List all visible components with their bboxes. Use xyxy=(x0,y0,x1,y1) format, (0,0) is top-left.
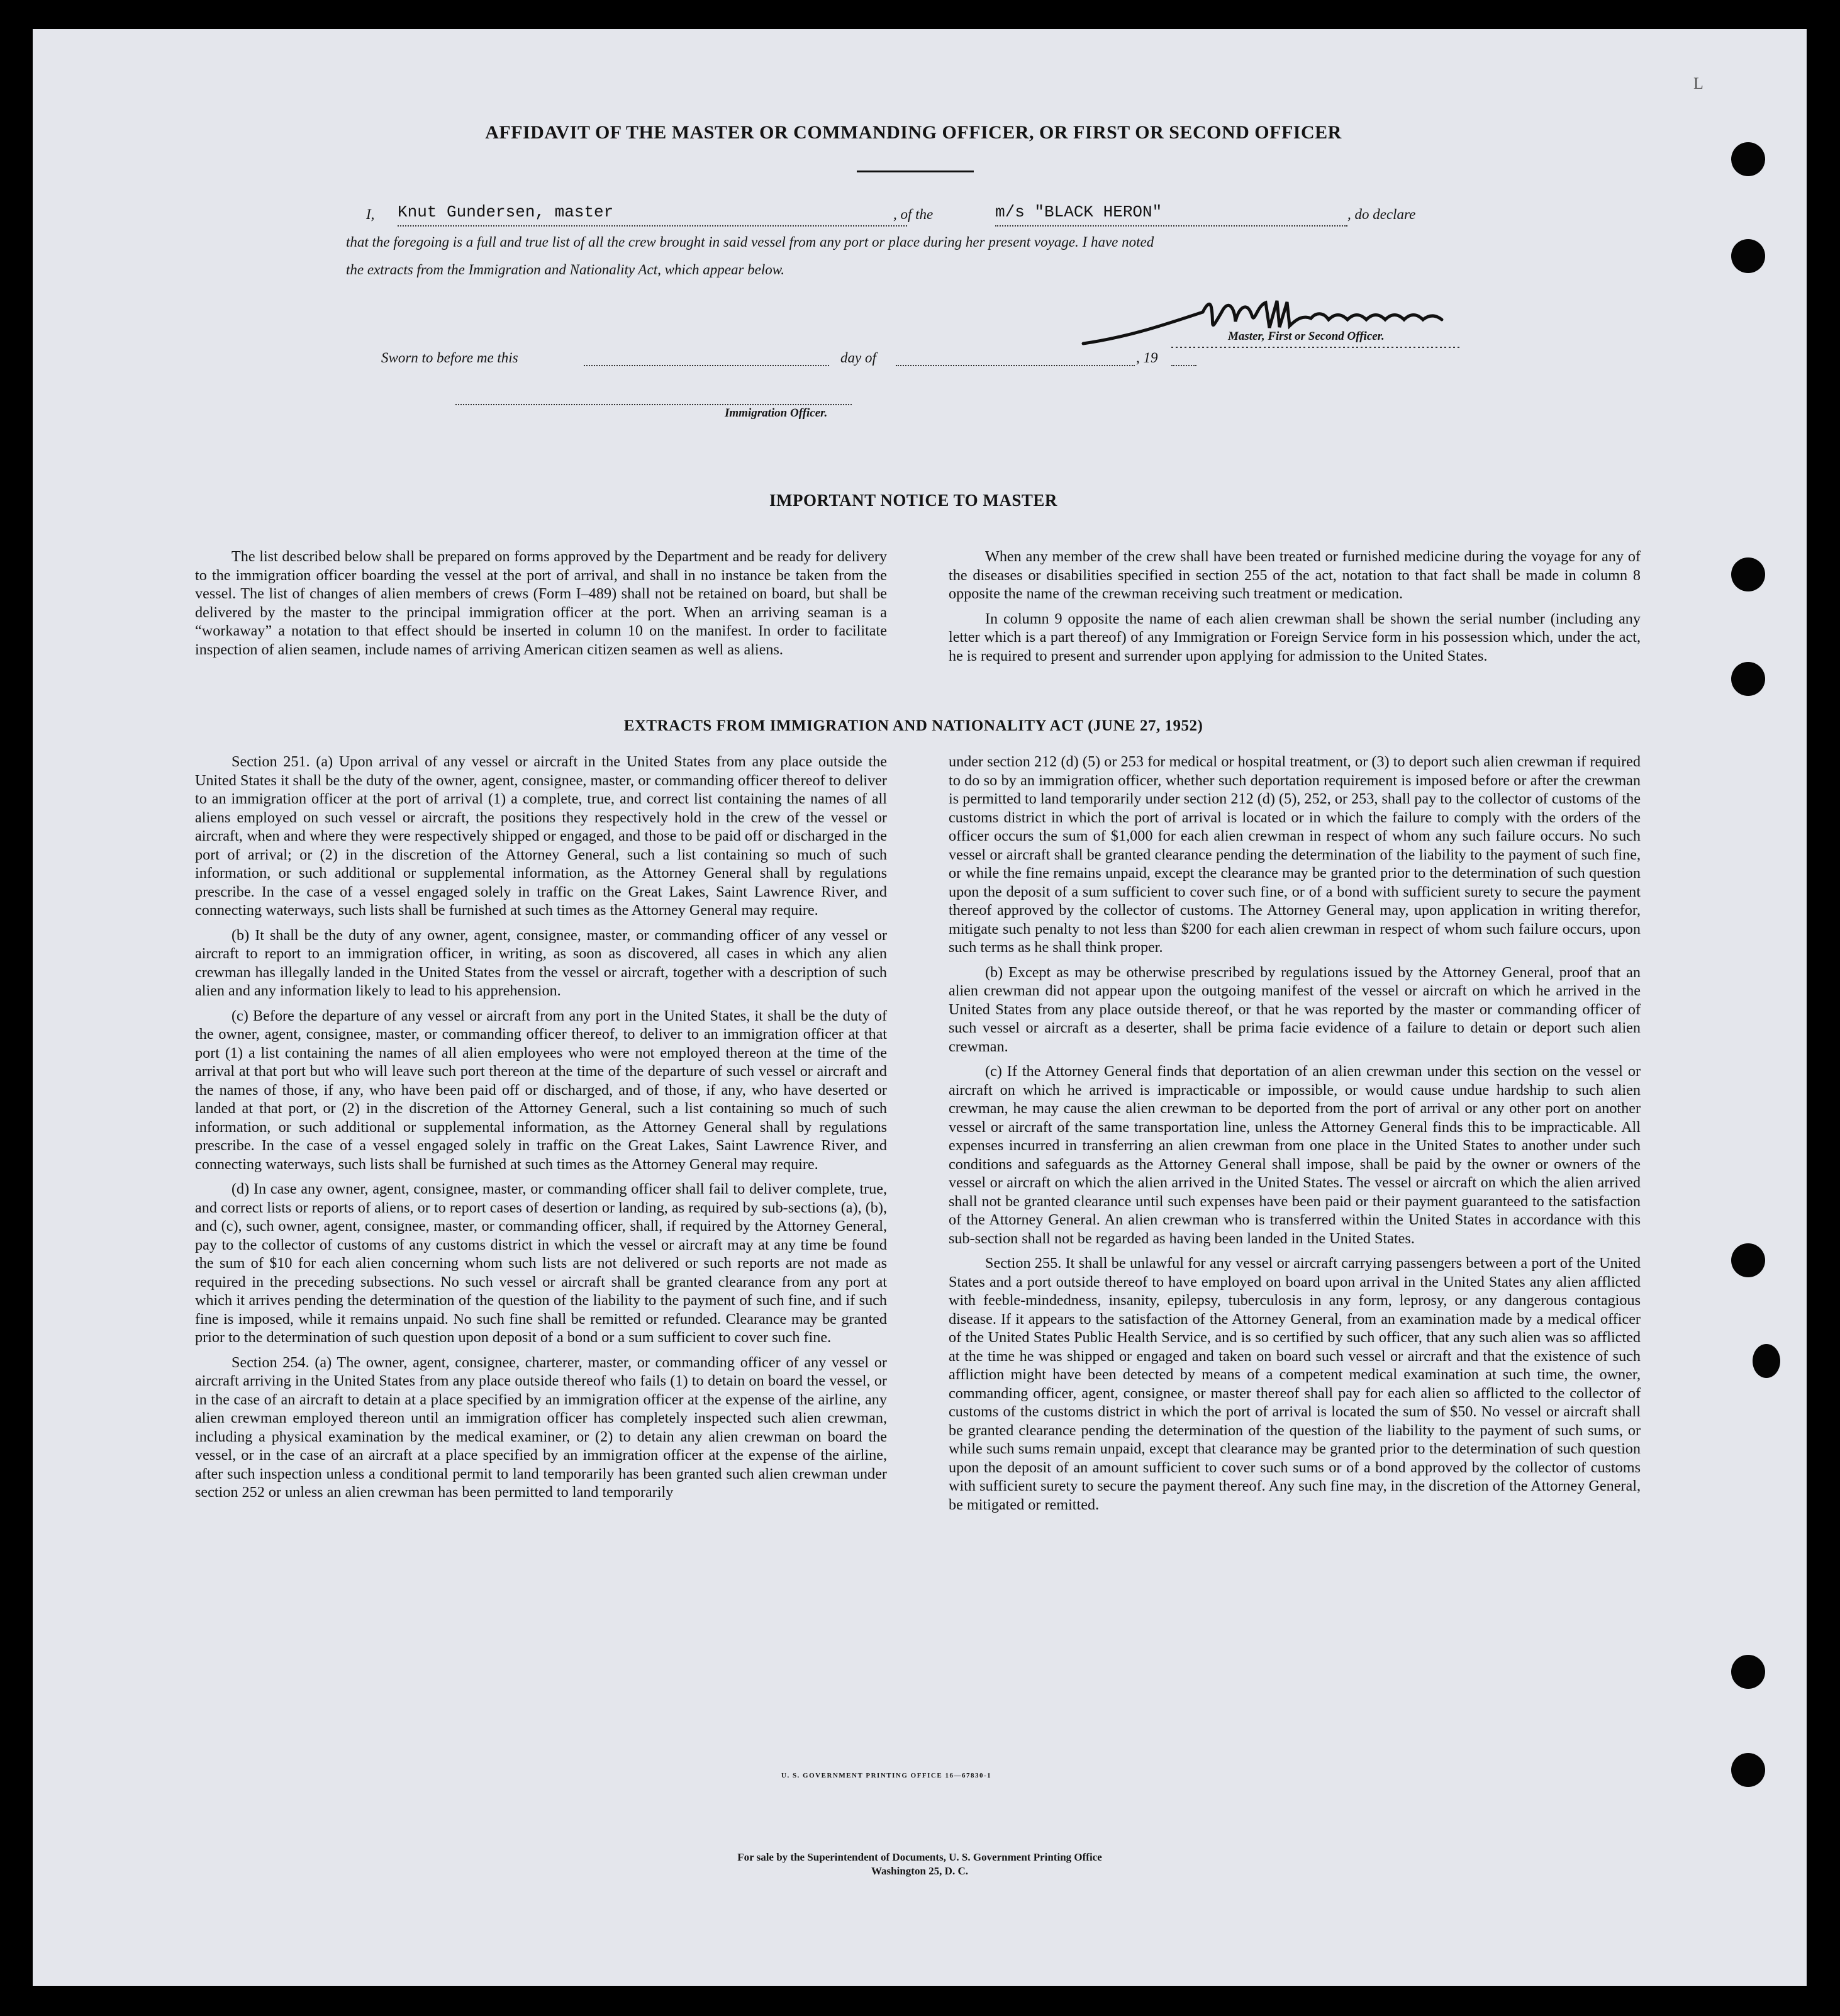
declaration-line-1 xyxy=(366,203,1524,223)
act-paragraph: (c) Before the departure of any vessel or aircraft from any port in the United States, it shall be the duty of the owner, agent, consignee, master, or commanding officer thereof, to deliver to an immigration officer at that port (1) a list containing the names of all alien employees who were not employed thereon at the time of the arrival at that port but who will leave such port thereon at the time of the departure of such vessel or aircraft and the names of those, if any, who have been paid off or discharged, and of those, if any, who have deserted or landed at that port, or (2) in the discretion of the Attorney General, such a list containing so much of such information, or such additional or supplemental information, as the Attorney General shall by regulations prescribe. In the case of a vessel engaged solely in traffic on the Great Lakes, Saint Lawrence River, and connecting waterways, such lists shall be furnished at such times as the Attorney General may require. xyxy=(195,1007,887,1173)
notice-left-column xyxy=(195,547,887,665)
affidavit-title: AFFIDAVIT OF THE MASTER OR COMMANDING OFFICER, OR FIRST OR SECOND OFFICER xyxy=(485,122,1342,143)
sworn-year-line[interactable] xyxy=(1171,365,1196,366)
sworn-month-line[interactable] xyxy=(896,365,1135,366)
punch-hole xyxy=(1731,1753,1765,1787)
document-page xyxy=(33,29,1807,1986)
do-declare-label: , do declare xyxy=(1347,206,1416,222)
extracts-heading: EXTRACTS FROM IMMIGRATION AND NATIONALITY ACT (JUNE 27, 1952) xyxy=(623,717,1203,734)
gpo-imprint: U. S. GOVERNMENT PRINTING OFFICE 16—67830-1 xyxy=(781,1772,992,1779)
signature-caption: Master, First or Second Officer. xyxy=(1228,330,1385,343)
act-paragraph: Section 251. (a) Upon arrival of any vessel or aircraft in the United States from any place outside the United States it shall be the duty of the owner, agent, consignee, master, or commanding officer thereof to deliver to an immigration officer at the port of arrival (1) a complete, true, and correct list containing the names of all aliens employed on such vessel or aircraft, the positions they respectively hold in the crew of the vessel or aircraft, when and where they were respectively shipped or engaged, and those to be paid off or discharged in the port of arrival; or (2) in the discretion of the Attorney General, such a list containing so much of such information, or such additional or supplemental information, as the Attorney General shall by regulations prescribe. In the case of a vessel engaged solely in traffic on the Great Lakes, Saint Lawrence River, and connecting waterways, such lists shall be furnished at such times as the Attorney General may require. xyxy=(195,753,887,919)
act-paragraph: Section 254. (a) The owner, agent, consignee, charterer, master, or commanding officer of any vessel or aircraft arriving in the United States from any place outside thereof who fails (1) to detain on board the vessel, or in the case of an aircraft to detain at a place specified by an immigration officer at the expense of the airline, any alien crewman employed thereon until an immigration officer has completely inspected such alien crewman, including a physical examination by the medical examiner, or (2) to detain any alien crewman on board the vessel, or in the case of an aircraft at a place specified by an immigration officer at the expense of the airline, after such inspection unless a conditional permit to land temporarily has been granted such alien crewman under section 252 or unless an alien crewman has been permitted to land temporarily xyxy=(195,1353,887,1501)
notice-paragraph: When any member of the crew shall have been treated or furnished medicine during the voyage for any of the diseases or disabilities specified in section 255 of the act, notation to that fact shall be made in column 8 opposite the name of the crewman receiving such treatment or medication. xyxy=(949,548,1641,602)
day-of-label: day of xyxy=(840,350,876,366)
sworn-day-line[interactable] xyxy=(584,365,829,366)
act-paragraph: Section 255. It shall be unlawful for any vessel or aircraft carrying passengers between a port of the United States and a port outside thereof to have employed on board upon arrival in the United States any alien afflicted with feeble-mindedness, insanity, epilepsy, tuberculosis in any form, leprosy, or any dangerous contagious disease. If it appears to the satisfaction of the Attorney General, from an examination made by a medical officer of the United States Public Health Service, and is so certified by such officer, that any such alien was so afflicted at the time he was shipped or engaged and taken on board such vessel or aircraft and that the existence of such affliction might have been detected by means of a competent medical examination at such time, the owner, commanding officer, agent, consignee, or master thereof shall pay for each alien so afflicted to the collector of customs of the customs district in which the port of arrival is located the sum of $50. No vessel or aircraft shall be granted clearance pending the determination of the question of the liability to the payment of such sums, or while such sums remain unpaid, except that clearance may be granted prior to the determination of such question upon the deposit of an amount sufficient to cover such sums or of a bond approved by the collector of customs with sufficient surety to secure the payment thereof. Any such fine may, in the discretion of the Attorney General, be mitigated or remitted. xyxy=(949,1255,1641,1513)
vessel-name-field[interactable]: m/s "BLACK HERON" xyxy=(995,203,1163,221)
notice-paragraph: The list described below shall be prepared on forms approved by the Department and be ready for delivery to the immigration officer boarding the vessel at the port of arrival, and shall in no instance be taken from the vessel. The list of changes of alien members of crews (Form I–489) shall not be retained on board, but shall be delivered by the master to the principal immigration officer at the port. When an arriving seaman is a “workaway” a notation to that effect should be inserted in column 10 on the manifest. In order to facilitate inspection of alien seamen, include names of arriving American citizen seamen as well as aliens. xyxy=(195,548,887,658)
master-name-line xyxy=(398,225,907,227)
footer-line-1: For sale by the Superintendent of Documents, U. S. Government Printing Office xyxy=(737,1851,1102,1863)
notice-paragraph: In column 9 opposite the name of each alien crewman shall be shown the serial number (including any letter which is a part thereof) of any Immigration or Foreign Service form in his possession which, under the act, he is required to present and surrender upon applying for admission to the United States. xyxy=(949,610,1641,664)
act-paragraph: (b) Except as may be otherwise prescribed by regulations issued by the Attorney General, proof that an alien crewman did not appear upon the outgoing manifest of the vessel or aircraft on which he arrived in the United States from any place outside thereof, or that he was reported by the master or commanding officer of such vessel or aircraft as a deserter, shall be prima facie evidence of a failure to detain or deport such alien crewman. xyxy=(949,963,1641,1055)
punch-hole xyxy=(1731,239,1765,273)
immigration-officer-caption: Immigration Officer. xyxy=(725,406,828,420)
notice-heading: IMPORTANT NOTICE TO MASTER xyxy=(769,491,1057,510)
year-label: , 19 xyxy=(1136,350,1158,366)
i-label: I, xyxy=(366,206,375,222)
act-paragraph: (b) It shall be the duty of any owner, agent, consignee, master, or commanding officer of any vessel or aircraft to report to an immigration officer, in writing, as soon as discovered, all cases in which any alien crewman has illegally landed in the United States from the vessel or aircraft, together with a description of such alien and any information likely to lead to his apprehension. xyxy=(195,926,887,999)
punch-hole xyxy=(1731,1655,1765,1689)
punch-hole xyxy=(1731,142,1765,176)
immigration-officer-line[interactable] xyxy=(455,404,852,405)
corner-mark: L xyxy=(1693,74,1703,92)
title-underline xyxy=(857,171,974,172)
punch-hole xyxy=(1731,557,1765,591)
of-the-label: , of the xyxy=(893,206,934,222)
declaration-line-2: that the foregoing is a full and true list of all the crew brought in said vessel from any port or place during her present voyage. I have noted xyxy=(346,234,1154,250)
vessel-name-line xyxy=(995,225,1347,227)
act-paragraph-continued: under section 212 (d) (5) or 253 for medical or hospital treatment, or (3) to deport such alien crewman if required to do so by an immigration officer, whether such deportation requirement is imposed before or after the crewman is permitted to land temporarily under section 212 (d) (5), 252, or 253, shall pay to the collector of customs of the customs district in which the port of arrival is located or in which the failure to comply with the orders of the officer occurs the sum of $1,000 for each alien crewman in respect of whom any such failure occurs. No such vessel or aircraft shall be granted clearance pending the determination of the liability to the payment of such fine, or while the fine remains unpaid, except the clearance may be granted prior to the determination of such question upon the deposit of a sum sufficient to cover such fine, or of a bond with sufficient surety to secure the payment thereof approved by the collector of customs. The Attorney General may, upon application in writing therefor, mitigate such penalty to not less than $200 for each alien crewman in respect of whom such failure occurs, upon such terms as he shall think proper. xyxy=(949,753,1641,956)
footer-line-2: Washington 25, D. C. xyxy=(871,1865,968,1877)
punch-hole xyxy=(1753,1344,1780,1378)
act-paragraph: (c) If the Attorney General finds that deportation of an alien crewman under this section on the vessel or aircraft on which he arrived is impracticable or impossible, or would cause undue hardship to such alien crewman, he may cause the alien crewman to be deported from the port of arrival or any other port on another vessel or aircraft of the same transportation line, unless the Attorney General finds this to be impracticable. All expenses incurred in transferring an alien crewman from one place in the United States to another under such conditions and safeguards as the Attorney General shall impose, shall be paid by the owner or owners of the vessel or aircraft on which the alien arrived in the United States. The vessel or aircraft on which the alien arrived shall not be granted clearance until such expenses have been paid or their payment guaranteed to the satisfaction of the Attorney General. An alien crewman who is transferred within the United States in accordance with this sub-section shall not be regarded as having been landed in the United States. xyxy=(949,1063,1641,1247)
master-name-field[interactable]: Knut Gundersen, master xyxy=(398,203,614,221)
sworn-prefix: Sworn to before me this xyxy=(381,350,518,366)
notice-right-column xyxy=(949,547,1641,671)
extracts-left-column xyxy=(195,753,887,1508)
punch-hole xyxy=(1731,1243,1765,1277)
extracts-right-column xyxy=(949,753,1641,1520)
act-paragraph: (d) In case any owner, agent, consignee, master, or commanding officer shall fail to deliver complete, true, and correct lists or reports of aliens, or to report cases of desertion or landing, as required by sub-sections (a), (b), and (c), such owner, agent, consignee, master, or commanding officer, shall, if required by the Attorney General, pay to the collector of customs of any customs district in which the vessel or aircraft may at any time be found the sum of $10 for each alien concerning whom such lists are not delivered or such reports are not made as required in the preceding subsections. No such vessel or aircraft shall be granted clearance from any port at which it arrives pending the determination of the question of the liability to the payment of such fine, and if such fine is imposed, while it remains unpaid. No such fine shall be remitted or refunded. Clearance may be granted prior to the determination of such question upon deposit of a bond or a sum sufficient to cover such fine. xyxy=(195,1180,887,1346)
sale-footer xyxy=(33,1851,1807,1878)
punch-hole xyxy=(1731,662,1765,696)
master-signature xyxy=(1077,287,1473,356)
declaration-line-3: the extracts from the Immigration and Nationality Act, which appear below. xyxy=(346,262,785,277)
